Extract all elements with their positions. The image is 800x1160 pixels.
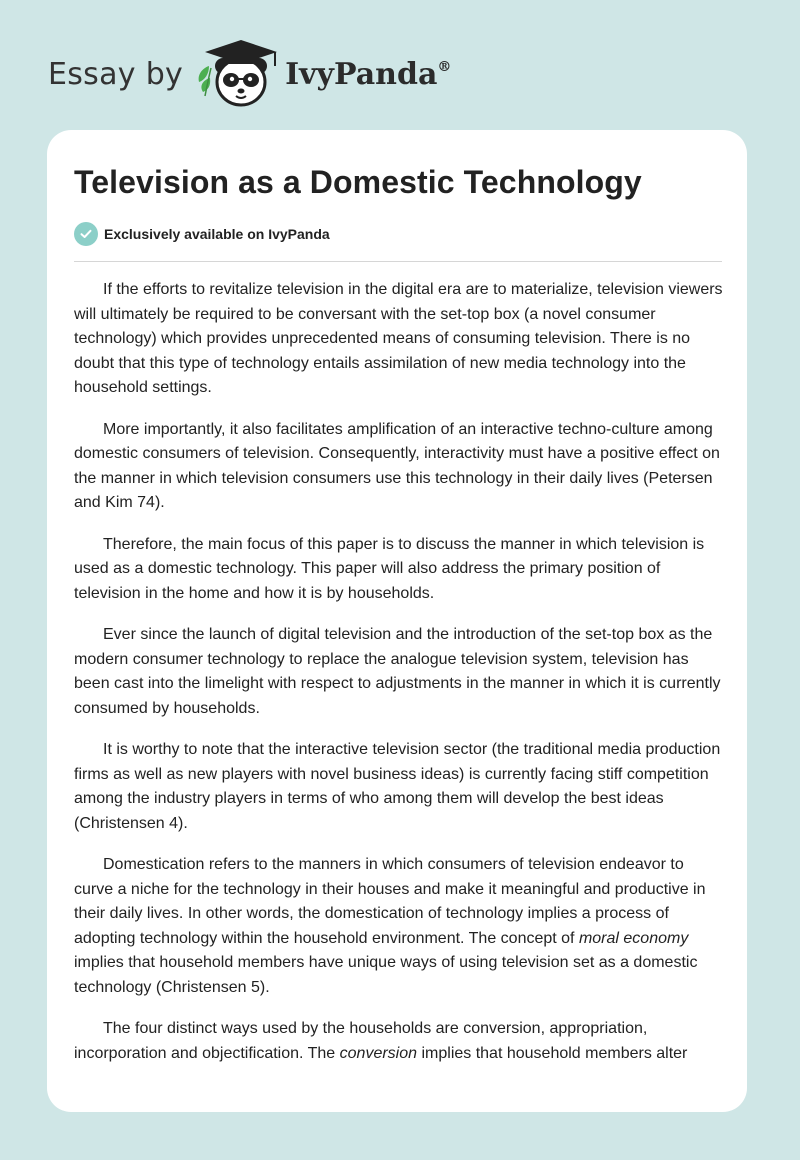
- paragraph-1: If the efforts to revitalize television in the digital era are to materialize, television viewers will ultimately be required to be conversant with the set-top box (a novel consumer technology) which provides unprecedented means of consuming television. There is no doubt that this type of technology entails assimilation of new media technology into the household settings.: [74, 281, 723, 396]
- page-title: Television as a Domestic Technology: [74, 164, 642, 200]
- check-icon: [74, 222, 98, 246]
- paragraph-4: Ever since the launch of digital television and the introduction of the set-top box as the modern consumer technology to replace the analogue television system, television has been cast into the limelight with respect to adjustments in the manner in which it is currently consumed by households.: [74, 626, 721, 717]
- paragraph-2: More importantly, it also facilitates amplification of an interactive techno-culture among domestic consumers of television. Consequently, interactivity must have a positive effect on the manner in which television consumers use this technology in their daily lives (Petersen and Kim 74).: [74, 420, 720, 511]
- paragraph-6: Domestication refers to the manners in which consumers of television endeavor to curve a niche for the technology in their houses and make it meaningful and productive in their daily lives. In other words, the domestication of technology implies a process of adopting technology within the household environment. The concept of moral economy implies that household members have unique ways of using television set as a domestic technology (Christensen 5).: [74, 856, 706, 996]
- exclusive-badge-label: Exclusively available on IvyPanda: [104, 226, 330, 242]
- paragraph-5: It is worthy to note that the interactive television sector (the traditional media production firms as well as new players with novel business ideas) is currently facing stiff competition among the industry players in terms of who among them will develop the best ideas (Christensen 4).: [74, 741, 721, 832]
- paragraph-3: Therefore, the main focus of this paper is to discuss the manner in which television is used as a domestic technology. This paper will also address the primary position of television in the home and how it is by households.: [74, 535, 705, 602]
- divider: [74, 261, 722, 262]
- exclusive-badge: [74, 222, 330, 246]
- essay-by-label: Essay by: [48, 56, 184, 92]
- term-moral-economy: moral economy: [578, 929, 689, 947]
- paragraph-7: The four distinct ways used by the households are conversion, appropriation, incorporation and objectification. The conversion implies that household members alter: [74, 1020, 688, 1062]
- term-conversion: conversion: [339, 1044, 418, 1062]
- essay-body: [74, 278, 724, 1083]
- brand-name[interactable]: IvyPanda®: [285, 56, 452, 92]
- panda-graduate-icon[interactable]: [193, 36, 283, 112]
- essay-card: [47, 130, 747, 1112]
- site-header: [48, 34, 451, 114]
